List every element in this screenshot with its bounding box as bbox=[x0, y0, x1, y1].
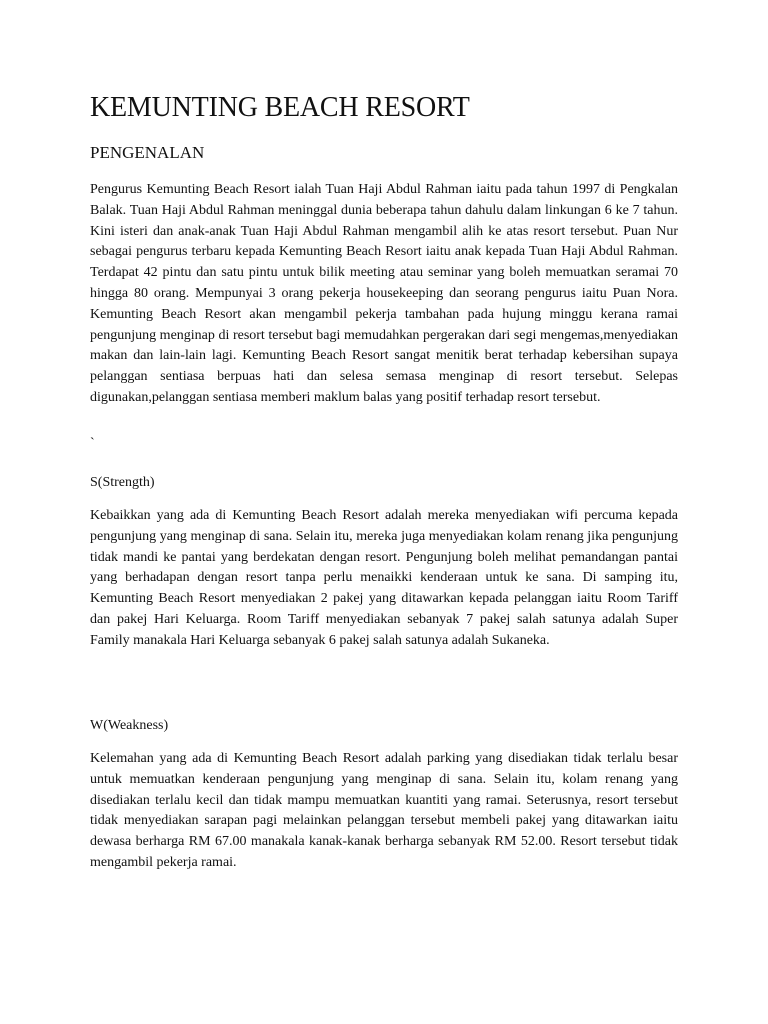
document-title: KEMUNTING BEACH RESORT bbox=[90, 92, 470, 123]
stray-mark: ` bbox=[90, 436, 95, 451]
weakness-heading: W(Weakness) bbox=[90, 718, 169, 733]
strength-paragraph: Kebaikkan yang ada di Kemunting Beach Resort adalah mereka menyediakan wifi percuma kepada pengunjung yang menginap di sana. Selain itu, mereka juga menyediakan kolam renang jika pengunjung tidak mandi ke pantai yang berdekatan dengan resort. Pengunjung boleh melihat pemandangan pantai yang berhadapan dengan resort tanpa perlu menaikki kenderaan untuk ke sana. Di samping itu, Kemunting Beach Resort menyediakan 2 pakej yang ditawarkan kepada pelanggan iaitu Room Tariff dan pakej Hari Keluarga. Room Tariff menyediakan sebanyak 7 pakej salah satunya adalah Super Family manakala Hari Keluarga sebanyak 6 pakej salah satunya adalah Sukaneka. bbox=[90, 508, 678, 648]
strength-heading: S(Strength) bbox=[90, 475, 155, 490]
intro-paragraph: Pengurus Kemunting Beach Resort ialah Tuan Haji Abdul Rahman iaitu pada tahun 1997 di Pengkalan Balak. Tuan Haji Abdul Rahman meninggal dunia beberapa tahun dahulu dalam linkungan 6 ke 7 tahun. Kini isteri dan anak-anak Tuan Haji Abdul Rahman mengambil alih ke atas resort tersebut. Puan Nur sebagai pengurus terbaru kepada Kemunting Beach Resort iaitu anak kepada Tuan Haji Abdul Rahman. Terdapat 42 pintu dan satu pintu untuk bilik meeting atau seminar yang boleh memuatkan seramai 70 hingga 80 orang. Mempunyai 3 orang pekerja housekeeping dan seorang pengurus iaitu Puan Nora. Kemunting Beach Resort akan mengambil pekerja tambahan pada hujung minggu kerana ramai pengunjung menginap di resort tersebut bagi memudahkan pergerakan dari segi mengemas,menyediakan makan dan lain-lain lagi. Kemunting Beach Resort sangat menitik berat terhadap kebersihan supaya pelanggan sentiasa berpuas hati dan selesa semasa menginap di resort tersebut. Selepas digunakan,pelanggan sentiasa memberi maklum balas yang positif terhadap resort tersebut. bbox=[90, 182, 678, 405]
weakness-paragraph: Kelemahan yang ada di Kemunting Beach Resort adalah parking yang disediakan tidak terlalu besar untuk memuatkan kenderaan pengunjung yang menginap di sana. Selain itu, kolam renang yang disediakan terlalu kecil dan tidak mampu memuatkan kuantiti yang ramai. Seterusnya, resort tersebut tidak menyediakan sarapan pagi melainkan pelanggan tersebut membeli pakej yang ditawarkan iaitu dewasa berharga RM 67.00 manakala kanak-kanak berharga sebanyak RM 52.00. Resort tersebut tidak mengambil pekerja ramai. bbox=[90, 751, 678, 870]
intro-heading: PENGENALAN bbox=[90, 143, 205, 162]
